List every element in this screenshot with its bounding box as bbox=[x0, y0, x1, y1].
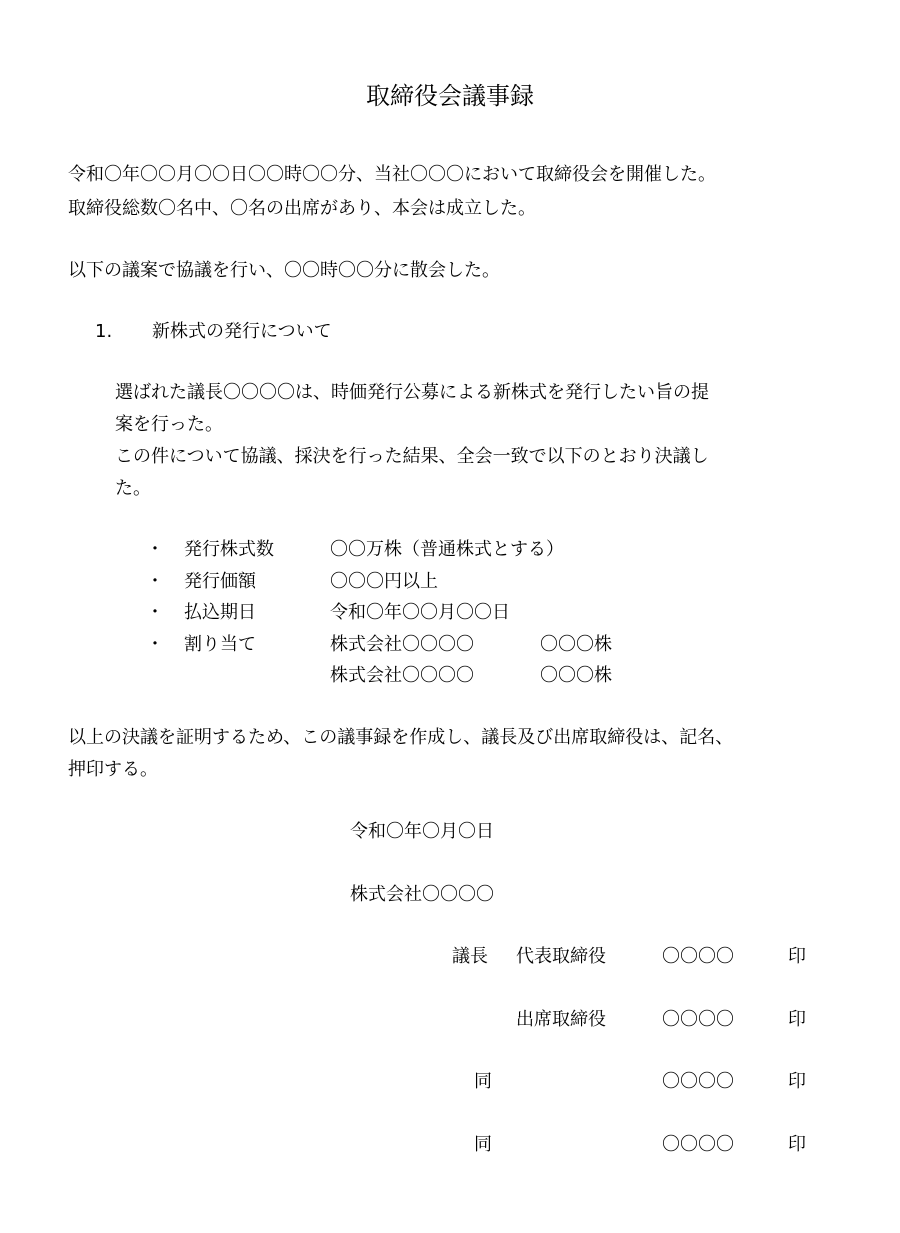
bullet-mark: ・ bbox=[146, 634, 164, 655]
item-label: 払込期日 bbox=[184, 602, 256, 623]
signature-role: 出席取締役 bbox=[516, 1009, 606, 1030]
signature-role: 代表取締役 bbox=[516, 946, 606, 967]
item-label: 発行株式数 bbox=[184, 539, 274, 560]
item-shares: 〇〇〇株 bbox=[540, 634, 612, 655]
seal-mark: 印 bbox=[788, 946, 806, 967]
certification-line-1: 以上の決議を証明するため、この議事録を作成し、議長及び出席取締役は、記名、 bbox=[68, 727, 734, 748]
agenda-body-line-2: 案を行った。 bbox=[115, 414, 223, 435]
item-value: 〇〇万株（普通株式とする） bbox=[330, 539, 564, 560]
item-value: 株式会社〇〇〇〇 bbox=[330, 665, 474, 686]
intro-line-1: 令和〇年〇〇月〇〇日〇〇時〇〇分、当社〇〇〇において取締役会を開催した。 bbox=[68, 164, 716, 185]
agenda-body-line-1: 選ばれた議長〇〇〇〇は、時価発行公募による新株式を発行したい旨の提 bbox=[115, 382, 709, 403]
item-label: 割り当て bbox=[184, 634, 256, 655]
intro-line-2: 取締役総数〇名中、〇名の出席があり、本会は成立した。 bbox=[68, 198, 536, 219]
seal-mark: 印 bbox=[788, 1009, 806, 1030]
closing-statement: 以下の議案で協議を行い、〇〇時〇〇分に散会した。 bbox=[68, 260, 500, 281]
item-shares: 〇〇〇株 bbox=[540, 665, 612, 686]
bullet-mark: ・ bbox=[146, 602, 164, 623]
item-label: 発行価額 bbox=[184, 571, 256, 592]
seal-mark: 印 bbox=[788, 1134, 806, 1155]
bullet-mark: ・ bbox=[146, 539, 164, 560]
agenda-title: 新株式の発行について bbox=[152, 321, 332, 342]
signature-name: 〇〇〇〇 bbox=[662, 1009, 734, 1030]
item-value: 〇〇〇円以上 bbox=[330, 571, 438, 592]
signature-prefix: 同 bbox=[474, 1071, 492, 1092]
agenda-body-line-4: た。 bbox=[115, 478, 151, 499]
agenda-body-line-3: この件について協議、採決を行った結果、全会一致で以下のとおり決議し bbox=[115, 446, 709, 467]
document-title: 取締役会議事録 bbox=[366, 82, 534, 110]
signature-name: 〇〇〇〇 bbox=[662, 946, 734, 967]
company-name: 株式会社〇〇〇〇 bbox=[350, 884, 494, 905]
signature-name: 〇〇〇〇 bbox=[662, 1134, 734, 1155]
seal-mark: 印 bbox=[788, 1071, 806, 1092]
bullet-mark: ・ bbox=[146, 571, 164, 592]
signature-prefix: 議長 bbox=[452, 946, 488, 967]
signature-name: 〇〇〇〇 bbox=[662, 1071, 734, 1092]
agenda-number: 1. bbox=[95, 321, 113, 342]
certification-line-2: 押印する。 bbox=[68, 759, 158, 780]
item-value: 株式会社〇〇〇〇 bbox=[330, 634, 474, 655]
item-value: 令和〇年〇〇月〇〇日 bbox=[330, 602, 510, 623]
document-date: 令和〇年〇月〇日 bbox=[350, 821, 494, 842]
signature-prefix: 同 bbox=[474, 1134, 492, 1155]
